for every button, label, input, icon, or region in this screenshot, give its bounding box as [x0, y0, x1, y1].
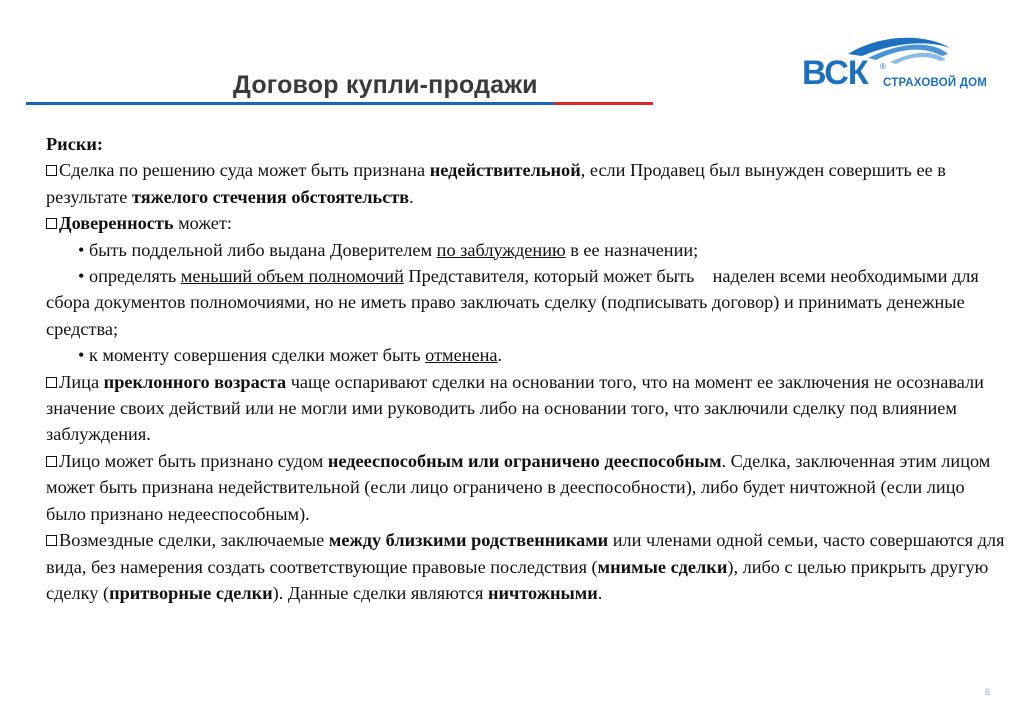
slide-title: Договор купли-продажи	[233, 71, 538, 99]
checkbox-bullet-icon	[46, 165, 57, 176]
logo-brand: ВСК	[802, 54, 868, 92]
logo-subtitle: СТРАХОВОЙ ДОМ	[883, 77, 988, 89]
risk-item-4: Лицо может быть признано судом недееспособным или ограничено дееспособным. Сделка, заключенная этим лицом может быть признана недействительной (если лицо ограничено в дееспособности), либо будет ничтожной (если лицо было признано недееспособным).	[46, 450, 991, 524]
risks-heading: Риски:	[46, 134, 103, 154]
page-number: 6	[985, 687, 991, 697]
checkbox-bullet-icon	[46, 377, 57, 388]
sub-bullet-1: • быть поддельной либо выдана Доверителем по заблуждению в ее назначении;	[78, 239, 699, 260]
logo-registered: ®	[880, 62, 886, 71]
risk-item-5: Возмездные сделки, заключаемые между близкими родственниками или членами одной семьи, часто совершаются для вида, без намерения создать соответствующие правовые последствия (мнимые сделки), либо с целью прикрыть другую сделку (притворные сделки). Данные сделки являются ничтожными.	[46, 530, 1005, 603]
content-body	[46, 131, 1006, 606]
title-underline-blue	[26, 102, 554, 105]
checkbox-bullet-icon	[46, 456, 57, 467]
checkbox-bullet-icon	[46, 535, 57, 546]
sub-bullet-3: • к моменту совершения сделки может быть отменена.	[78, 345, 503, 366]
checkbox-bullet-icon	[46, 218, 57, 229]
title-underline-red	[554, 102, 653, 105]
risk-item-2: Доверенность может:	[46, 210, 1006, 236]
sub-bullet-2: • определять меньший объем полномочий Представителя, который может быть наделен всеми необходимыми для сбора документов полномочиями, но не иметь право заключать сделку (подписывать договор) и принимать денежные средства;	[46, 266, 979, 339]
risk-item-3: Лица преклонного возраста чаще оспаривают сделки на основании того, что на момент ее заключения не осознавали значение своих действий или не могли ими руководить либо на основании того, что заключили сделку под влиянием заблуждения.	[46, 371, 984, 445]
vsk-logo	[800, 36, 1005, 100]
risk-item-1: Сделка по решению суда может быть признана недействительной, если Продавец был вынужден совершить ее в результате тяжелого стечения обстоятельств.	[46, 160, 946, 207]
